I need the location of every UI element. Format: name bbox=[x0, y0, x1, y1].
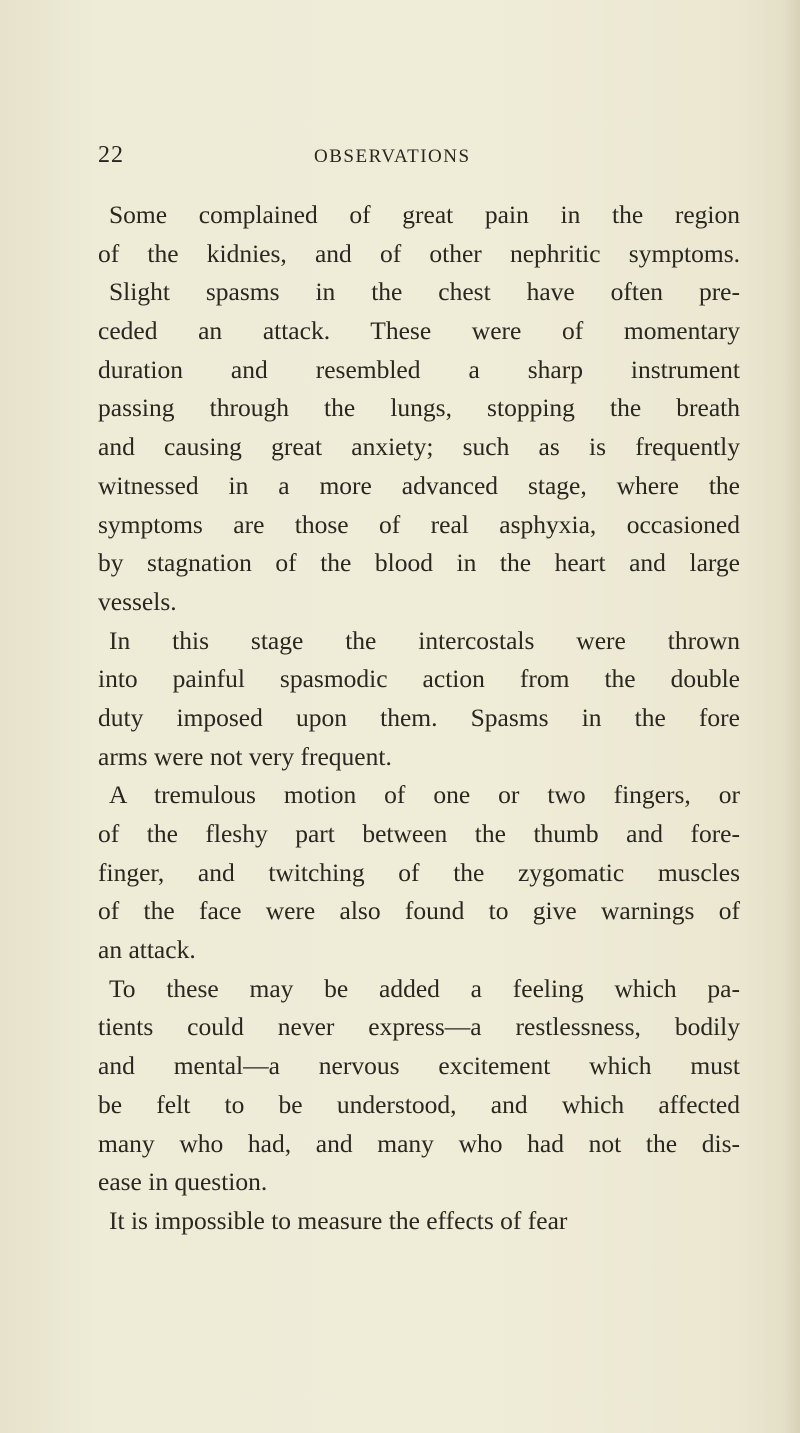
text-line: It is impossible to measure the effects of fear bbox=[109, 1205, 568, 1235]
text-line: symptoms are those of real asphyxia, occasioned bbox=[98, 509, 740, 539]
running-head: OBSERVATIONS bbox=[314, 146, 471, 167]
text-line: witnessed in a more advanced stage, where the bbox=[98, 470, 740, 500]
text-line: an attack. bbox=[98, 935, 196, 965]
text-line: and causing great anxiety; such as is frequently bbox=[98, 432, 740, 462]
text-line: ceded an attack. These were of momentary bbox=[98, 316, 740, 346]
text-line: of the face were also found to give warnings of bbox=[98, 896, 740, 926]
text-line: passing through the lungs, stopping the breath bbox=[98, 393, 740, 423]
text-line: arms were not very frequent. bbox=[98, 741, 392, 771]
text-line: of the kidnies, and of other nephritic symptoms. bbox=[98, 238, 740, 268]
page-header bbox=[98, 142, 738, 176]
text-line: Slight spasms in the chest have often pre- bbox=[109, 277, 740, 307]
text-line: into painful spasmodic action from the double bbox=[98, 664, 740, 694]
text-line: duty imposed upon them. Spasms in the fore bbox=[98, 702, 740, 732]
text-line: ease in question. bbox=[98, 1167, 268, 1197]
text-line: many who had, and many who had not the dis- bbox=[98, 1128, 740, 1158]
text-line: tients could never express—a restlessness, bodily bbox=[98, 1012, 740, 1042]
text-line: A tremulous motion of one or two fingers, or bbox=[109, 780, 740, 810]
text-line: of the fleshy part between the thumb and fore- bbox=[98, 819, 740, 848]
text-line: by stagnation of the blood in the heart and large bbox=[98, 548, 740, 578]
text-line: be felt to be understood, and which affected bbox=[98, 1089, 740, 1119]
text-line: duration and resembled a sharp instrument bbox=[98, 354, 740, 384]
text-line: and mental—a nervous excitement which must bbox=[98, 1051, 740, 1081]
text-line: finger, and twitching of the zygomatic muscles bbox=[98, 857, 740, 887]
text-line: Some complained of great pain in the region bbox=[109, 200, 740, 229]
text-line: vessels. bbox=[98, 586, 177, 616]
text-line: To these may be added a feeling which pa- bbox=[109, 973, 740, 1003]
body-text bbox=[98, 196, 740, 1241]
text-line: In this stage the intercostals were thrown bbox=[109, 625, 740, 655]
page-number: 22 bbox=[98, 142, 124, 168]
page-edge-shadow bbox=[782, 0, 800, 1433]
